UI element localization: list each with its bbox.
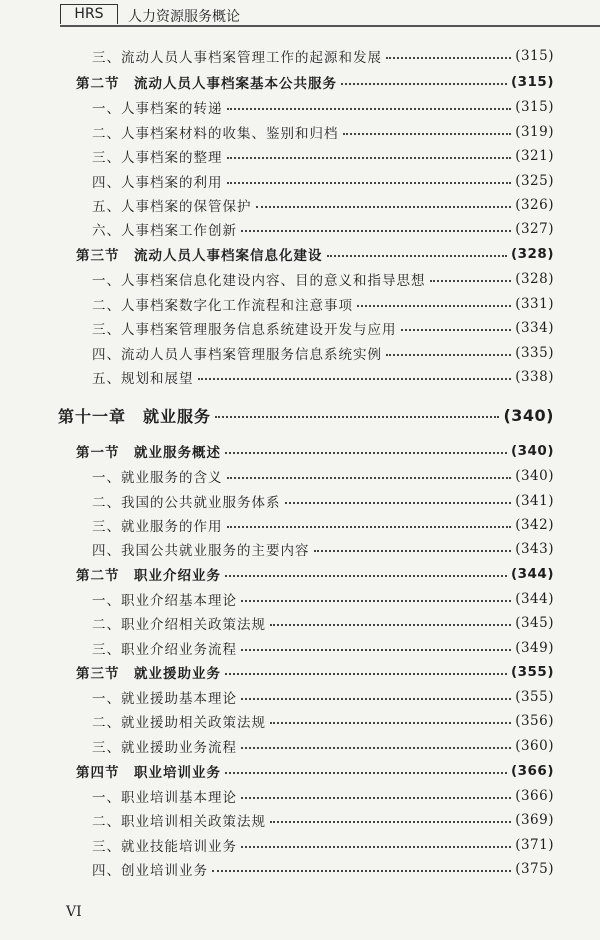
dot-leader bbox=[270, 722, 511, 724]
toc-entry-title: 一、人事档案信息化建设内容、目的意义和指导思想 bbox=[92, 273, 426, 289]
toc-page-number: (319) bbox=[515, 124, 554, 140]
toc-section-entry bbox=[76, 440, 554, 462]
toc-entry-title: 一、职业介绍基本理论 bbox=[92, 593, 237, 609]
toc-page-number: (328) bbox=[510, 246, 554, 262]
dot-leader bbox=[270, 821, 511, 823]
toc-entry-title: 五、人事档案的保管保护 bbox=[92, 199, 252, 215]
toc-subsection-entry bbox=[92, 612, 554, 634]
toc-entry-title: 三、职业介绍业务流程 bbox=[92, 642, 237, 658]
dot-leader bbox=[327, 255, 507, 257]
dot-leader bbox=[225, 772, 507, 774]
dot-leader bbox=[241, 797, 511, 799]
toc-page-number: (315) bbox=[515, 99, 554, 115]
dot-leader bbox=[227, 182, 512, 184]
toc-page-number: (328) bbox=[515, 271, 554, 287]
toc-subsection-entry bbox=[92, 465, 554, 487]
toc-page-number: (338) bbox=[515, 369, 554, 385]
toc-page-number: (334) bbox=[515, 320, 554, 336]
toc-entry-title: 三、流动人员人事档案管理工作的起源和发展 bbox=[92, 50, 382, 66]
toc-entry-title: 三、人事档案的整理 bbox=[92, 150, 223, 166]
dot-leader bbox=[341, 83, 507, 85]
toc-entry-title: 第三节 就业援助业务 bbox=[76, 666, 221, 682]
toc-page-number: (340) bbox=[515, 468, 554, 484]
toc-entry-title: 第四节 职业培训业务 bbox=[76, 765, 221, 781]
toc-subsection-entry bbox=[92, 293, 554, 315]
toc-subsection-entry bbox=[92, 121, 554, 143]
dot-leader bbox=[225, 575, 507, 577]
dot-leader bbox=[241, 747, 511, 749]
toc-subsection-entry bbox=[92, 268, 554, 290]
dot-leader bbox=[241, 649, 511, 651]
dot-leader bbox=[241, 230, 511, 232]
toc-section-entry bbox=[76, 243, 554, 265]
dot-leader bbox=[215, 416, 499, 418]
toc-entry-title: 四、我国公共就业服务的主要内容 bbox=[92, 543, 310, 559]
dot-leader bbox=[401, 329, 512, 331]
toc-section-entry bbox=[76, 71, 554, 93]
toc-page-number: (349) bbox=[515, 640, 554, 656]
running-header bbox=[60, 4, 600, 26]
dot-leader bbox=[343, 133, 512, 135]
toc-page-number: (331) bbox=[515, 296, 554, 312]
toc-entry-title: 一、就业服务的含义 bbox=[92, 470, 223, 486]
dot-leader bbox=[227, 157, 512, 159]
toc-page-number: (355) bbox=[510, 664, 554, 680]
toc-entry-title: 第三节 流动人员人事档案信息化建设 bbox=[76, 248, 323, 264]
toc-subsection-entry bbox=[92, 785, 554, 807]
toc-entry-title: 二、人事档案数字化工作流程和注意事项 bbox=[92, 298, 353, 314]
toc-page-number: (325) bbox=[515, 173, 554, 189]
toc-subsection-entry bbox=[92, 194, 554, 216]
toc-subsection-entry bbox=[92, 45, 554, 67]
toc-page-number: (327) bbox=[515, 221, 554, 237]
toc-section-entry bbox=[76, 661, 554, 683]
toc-subsection-entry bbox=[92, 342, 554, 364]
toc-entry-title: 六、人事档案工作创新 bbox=[92, 223, 237, 239]
page-folio: VI bbox=[66, 904, 82, 920]
dot-leader bbox=[386, 57, 511, 59]
toc-page-number: (344) bbox=[510, 566, 554, 582]
toc-subsection-entry bbox=[92, 366, 554, 388]
dot-leader bbox=[357, 305, 511, 307]
toc-entry-title: 三、人事档案管理服务信息系统建设开发与应用 bbox=[92, 322, 397, 338]
dot-leader bbox=[285, 502, 512, 504]
toc-page-number: (340) bbox=[503, 405, 554, 425]
dot-leader bbox=[227, 477, 512, 479]
dot-leader bbox=[198, 378, 512, 380]
toc-subsection-entry bbox=[92, 514, 554, 536]
toc-page-number: (341) bbox=[515, 493, 554, 509]
toc-subsection-entry bbox=[92, 538, 554, 560]
toc-entry-title: 五、规划和展望 bbox=[92, 371, 194, 387]
toc-page-number: (360) bbox=[515, 738, 554, 754]
dot-leader bbox=[241, 698, 511, 700]
toc-entry-title: 四、人事档案的利用 bbox=[92, 175, 223, 191]
toc-page-number: (375) bbox=[515, 861, 554, 877]
toc-page-number: (335) bbox=[515, 345, 554, 361]
toc-entry-title: 三、就业技能培训业务 bbox=[92, 839, 237, 855]
toc-subsection-entry bbox=[92, 710, 554, 732]
toc-page-number: (369) bbox=[515, 812, 554, 828]
toc-subsection-entry bbox=[92, 218, 554, 240]
dot-leader bbox=[314, 550, 512, 552]
toc-entry-title: 二、我国的公共就业服务体系 bbox=[92, 495, 281, 511]
toc-subsection-entry bbox=[92, 145, 554, 167]
toc-subsection-entry bbox=[92, 588, 554, 610]
toc-section-entry bbox=[76, 760, 554, 782]
toc-page-number: (366) bbox=[515, 788, 554, 804]
dot-leader bbox=[270, 624, 511, 626]
toc-subsection-entry bbox=[92, 637, 554, 659]
toc-subsection-entry bbox=[92, 317, 554, 339]
toc-entry-title: 三、就业服务的作用 bbox=[92, 519, 223, 535]
book-title: 人力资源服务概论 bbox=[128, 9, 240, 25]
toc-page-number: (326) bbox=[515, 197, 554, 213]
toc-page-number: (321) bbox=[515, 148, 554, 164]
series-mark: HRS bbox=[60, 4, 118, 24]
toc-entry-title: 第一节 就业服务概述 bbox=[76, 445, 221, 461]
toc-subsection-entry bbox=[92, 735, 554, 757]
toc-entry-title: 一、职业培训基本理论 bbox=[92, 790, 237, 806]
toc-page-number: (366) bbox=[510, 763, 554, 779]
toc-subsection-entry bbox=[92, 686, 554, 708]
toc-page-number: (315) bbox=[515, 48, 554, 64]
toc-page-number: (345) bbox=[515, 615, 554, 631]
dot-leader bbox=[227, 526, 512, 528]
toc-page-number: (344) bbox=[515, 591, 554, 607]
toc-entry-title: 二、职业培训相关政策法规 bbox=[92, 814, 266, 830]
toc-entry-title: 一、人事档案的转递 bbox=[92, 101, 223, 117]
toc-entry-title: 二、职业介绍相关政策法规 bbox=[92, 617, 266, 633]
toc-page-number: (356) bbox=[515, 713, 554, 729]
toc-subsection-entry bbox=[92, 96, 554, 118]
toc-subsection-entry bbox=[92, 858, 554, 880]
toc-chapter-entry bbox=[58, 404, 554, 426]
toc-entry-title: 第二节 职业介绍业务 bbox=[76, 568, 221, 584]
toc-entry-title: 四、创业培训业务 bbox=[92, 863, 208, 879]
toc-page-number: (315) bbox=[510, 74, 554, 90]
dot-leader bbox=[430, 280, 512, 282]
header-rule bbox=[60, 25, 600, 27]
toc-entry-title: 第十一章 就业服务 bbox=[58, 406, 212, 426]
dot-leader bbox=[256, 206, 512, 208]
dot-leader bbox=[227, 108, 512, 110]
toc-entry-title: 第二节 流动人员人事档案基本公共服务 bbox=[76, 76, 337, 92]
dot-leader bbox=[225, 673, 507, 675]
toc-entry-title: 四、流动人员人事档案管理服务信息系统实例 bbox=[92, 347, 382, 363]
dot-leader bbox=[241, 600, 511, 602]
dot-leader bbox=[241, 846, 511, 848]
toc-page-number: (340) bbox=[510, 443, 554, 459]
toc-subsection-entry bbox=[92, 170, 554, 192]
dot-leader bbox=[212, 870, 511, 872]
toc-section-entry bbox=[76, 563, 554, 585]
toc-entry-title: 二、就业援助相关政策法规 bbox=[92, 715, 266, 731]
toc-entry-title: 二、人事档案材料的收集、鉴别和归档 bbox=[92, 126, 339, 142]
toc-page-number: (355) bbox=[515, 689, 554, 705]
toc-entry-title: 一、就业援助基本理论 bbox=[92, 691, 237, 707]
toc-subsection-entry bbox=[92, 809, 554, 831]
toc-subsection-entry bbox=[92, 834, 554, 856]
toc-entry-title: 三、就业援助业务流程 bbox=[92, 740, 237, 756]
dot-leader bbox=[386, 354, 511, 356]
toc-page-number: (371) bbox=[515, 837, 554, 853]
toc-subsection-entry bbox=[92, 490, 554, 512]
toc-page-number: (343) bbox=[515, 541, 554, 557]
toc-page-number: (342) bbox=[515, 517, 554, 533]
dot-leader bbox=[225, 452, 507, 454]
